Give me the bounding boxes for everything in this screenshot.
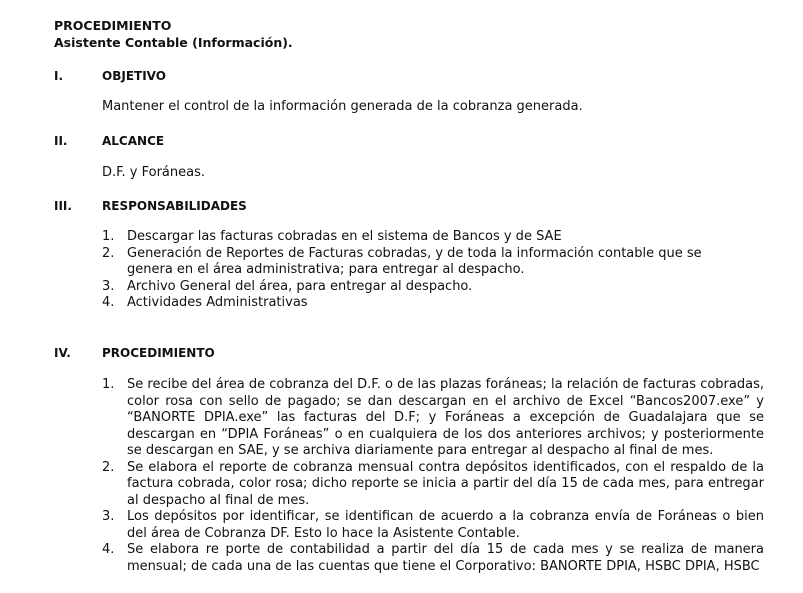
- objetivo-text: Mantener el control de la información generada de la cobranza generada.: [102, 99, 583, 114]
- list-item-number: 1.: [102, 229, 115, 244]
- list-item: [102, 460, 764, 510]
- section-number-objetivo: I.: [54, 69, 64, 83]
- list-item-text: Generación de Reportes de Facturas cobradas, y de toda la información contable que se genera en el área administrativa; para entregar al despacho.: [127, 245, 702, 277]
- list-item-text: Los depósitos por identificar, se identifican de acuerdo a la cobranza envía de Foráneas o bien del área de Cobranza DF. Esto lo hace la Asistente Contable.: [127, 509, 764, 541]
- list-item: [102, 542, 764, 575]
- list-item: [102, 229, 717, 246]
- list-item-text: Archivo General del área, para entregar al despacho.: [127, 278, 473, 294]
- section-heading-objetivo: OBJETIVO: [102, 69, 166, 83]
- alcance-text: D.F. y Foráneas.: [102, 165, 206, 180]
- list-item-text: Se recibe del área de cobranza del D.F. o de las plazas foráneas; la relación de facturas cobradas, color rosa con sello de pagado; se dan descargan en el archivo de Excel “Bancos2007.exe” y “BANORTE DPIA.exe” las facturas del D.F; y Foráneas a excepción de Guadalajara que se descargan en “DPIA Foráneas” o en cualquiera de los dos anteriores archivos; y posteriormente se descargan en SAE, y se archiva diariamente para entregar al despacho al final de mes.: [127, 377, 764, 458]
- section-number-responsabilidades: III.: [54, 199, 72, 213]
- list-item-text: Actividades Administrativas: [127, 295, 308, 310]
- section-number-alcance: II.: [54, 134, 68, 148]
- list-item-number: 2.: [102, 459, 115, 475]
- section-heading-procedimiento: PROCEDIMIENTO: [102, 346, 215, 360]
- list-item-number: 1.: [102, 377, 115, 392]
- list-item-text: Se elabora re porte de contabilidad a partir del día 15 de cada mes y se realiza de manera mensual; de cada una de las cuentas que tiene el Corporativo: BANORTE DPIA, HSBC DPIA, HSBC: [127, 542, 764, 574]
- list-item: [102, 279, 717, 296]
- list-item-number: 2.: [102, 245, 115, 261]
- list-item-number: 3.: [102, 278, 115, 294]
- section-heading-responsabilidades: RESPONSABILIDADES: [102, 199, 247, 213]
- list-item-text: Descargar las facturas cobradas en el sistema de Bancos y de SAE: [127, 229, 562, 244]
- list-item-text: Se elabora el reporte de cobranza mensual contra depósitos identificados, con el respaldo de la factura cobrada, color rosa; dicho reporte se inicia a partir del día 15 de cada mes, para entregar al despacho al final de mes.: [127, 459, 764, 508]
- doc-subtitle: Asistente Contable (Información).: [54, 35, 293, 50]
- list-item: [102, 295, 717, 312]
- list-item: [102, 246, 717, 279]
- procedimiento-list: [102, 377, 764, 575]
- section-heading-alcance: ALCANCE: [102, 134, 165, 148]
- doc-title: PROCEDIMIENTO: [54, 18, 172, 33]
- list-item-number: 3.: [102, 509, 115, 524]
- section-number-procedimiento: IV.: [54, 346, 71, 360]
- responsabilidades-list: [102, 229, 717, 312]
- list-item: [102, 377, 764, 460]
- list-item-number: 4.: [102, 295, 115, 310]
- list-item-number: 4.: [102, 542, 115, 557]
- list-item: [102, 509, 764, 542]
